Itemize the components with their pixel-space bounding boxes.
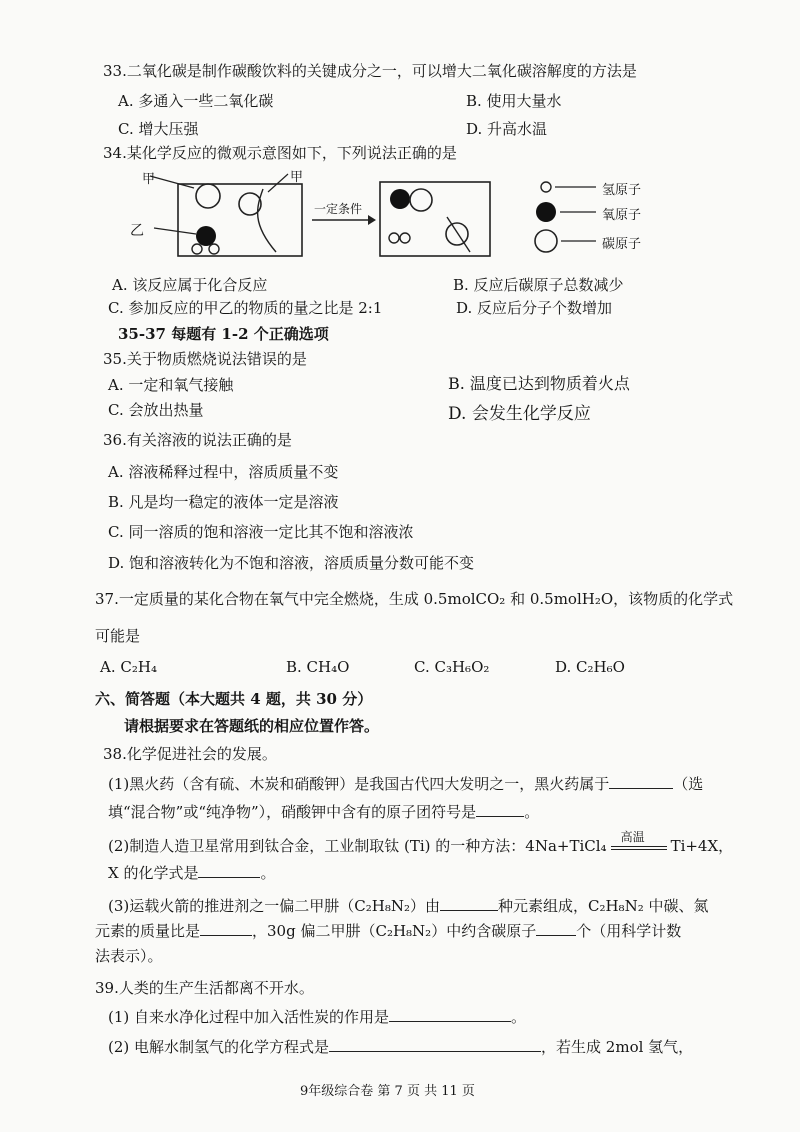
page-footer: 9年级综合卷 第 7 页 共 11 页 — [300, 1084, 475, 1099]
q39-p1-text-b: 。 — [511, 1008, 527, 1026]
product-curve — [447, 217, 470, 252]
legend-oxygen-label: 氧原子 — [602, 208, 642, 223]
label-yi: 乙 — [130, 223, 144, 239]
reactant-yi-oxygen — [196, 226, 216, 246]
q38-p2-text-c: X 的化学式是 — [108, 864, 199, 882]
q33-option-b: B. 使用大量水 — [466, 92, 562, 110]
q38-part2-line1 — [108, 830, 734, 856]
product-carbon — [410, 189, 432, 211]
product-hydrogen-2 — [400, 233, 410, 243]
q37-stem-line2: 可能是 — [95, 627, 141, 645]
legend-oxygen-icon — [536, 202, 556, 222]
q38-p1-text-a: (1)黑火药（含有硫、木炭和硝酸钾）是我国古代四大发明之一，黑火药属于 — [108, 775, 610, 793]
q33-option-a: A. 多通入一些二氧化碳 — [118, 92, 274, 110]
q39-p2-text-b: ，若生成 2mol 氢气， — [541, 1038, 694, 1056]
q39-part2 — [108, 1036, 693, 1057]
q36-option-b: B. 凡是均一稳定的液体一定是溶液 — [108, 493, 339, 511]
product-oxygen — [390, 189, 410, 209]
q38-p3-text-a: (3)运载火箭的推进剂之一偏二甲肼（C₂H₈N₂）由 — [108, 897, 440, 915]
q34-option-b: B. 反应后碳原子总数减少 — [453, 276, 624, 294]
q37-option-d: D. C₂H₆O — [555, 658, 625, 676]
q36-option-a: A. 溶液稀释过程中，溶质质量不变 — [108, 463, 339, 481]
q33-option-d: D. 升高水温 — [466, 120, 548, 138]
q38-part1-line2 — [108, 801, 539, 822]
q38-part3-line2 — [95, 920, 681, 941]
q38-p1-blank-2[interactable] — [476, 802, 524, 817]
q39-p2-blank[interactable] — [329, 1037, 541, 1052]
q38-part3-line1 — [108, 895, 708, 916]
section6-title: 六、简答题（本大题共 4 题，共 30 分） — [95, 690, 373, 708]
product-circle-crossed — [446, 223, 468, 245]
section-note: 35-37 每题有 1-2 个正确选项 — [118, 325, 329, 343]
q33-stem: 33.二氧化碳是制作碳酸饮料的关键成分之一，可以增大二氧化碳溶解度的方法是 — [103, 62, 637, 80]
q33-option-c: C. 增大压强 — [118, 120, 199, 138]
q39-p2-text-a: (2) 电解水制氢气的化学方程式是 — [108, 1038, 330, 1056]
q35-option-d: D. 会发生化学反应 — [448, 404, 591, 424]
q38-p2-blank[interactable] — [198, 863, 260, 878]
q38-p3-text-e: 个（用科学计数 — [576, 922, 682, 940]
condition-arrow — [607, 830, 671, 856]
q38-p2-text-d: 。 — [260, 864, 276, 882]
q38-p1-text-d: 。 — [524, 803, 540, 821]
q34-option-d: D. 反应后分子个数增加 — [456, 299, 613, 317]
condition-line-2 — [611, 849, 667, 850]
pointer-jia-left — [150, 176, 194, 188]
q37-option-c: C. C₃H₆O₂ — [414, 658, 490, 676]
q38-p3-blank-1[interactable] — [440, 896, 498, 911]
q35-option-b: B. 温度已达到物质着火点 — [448, 374, 630, 393]
q39-p1-blank[interactable] — [389, 1007, 511, 1022]
section6-instruction: 请根据要求在答题纸的相应位置作答。 — [124, 717, 380, 735]
condition-label: 高温 — [620, 830, 645, 844]
q38-p1-blank-1[interactable] — [609, 774, 673, 789]
q39-part1 — [108, 1006, 526, 1027]
q38-p3-blank-2[interactable] — [200, 921, 252, 936]
reaction-diagram — [130, 162, 670, 262]
q38-part2-line2 — [108, 862, 275, 883]
q39-p1-text-a: (1) 自来水净化过程中加入活性炭的作用是 — [108, 1008, 390, 1026]
reactant-yi-hydrogen-1 — [192, 244, 202, 254]
q38-p3-text-b: 种元素组成，C₂H₈N₂ 中碳、氮 — [497, 897, 709, 915]
q34-option-a: A. 该反应属于化合反应 — [112, 276, 268, 294]
q36-option-c: C. 同一溶质的饱和溶液一定比其不饱和溶液浓 — [108, 523, 414, 541]
arrow-condition-label: 一定条件 — [314, 202, 363, 216]
q38-part3-line3: 法表示）。 — [95, 947, 163, 965]
q38-part1-line1 — [108, 773, 703, 794]
legend-carbon-label: 碳原子 — [602, 237, 642, 252]
label-jia-right: 甲 — [290, 170, 304, 185]
q34-option-c: C. 参加反应的甲乙的物质的量之比是 2:1 — [108, 299, 383, 317]
q37-stem-line1: 37.一定质量的某化合物在氧气中完全燃烧，生成 0.5molCO₂ 和 0.5molH₂O，该物质的化学式 — [95, 590, 734, 608]
q35-option-c: C. 会放出热量 — [108, 401, 204, 419]
reaction-arrow-head — [368, 215, 376, 225]
label-jia-left: 甲 — [142, 172, 156, 187]
reactant-yi-hydrogen-2 — [209, 244, 219, 254]
q36-option-d: D. 饱和溶液转化为不饱和溶液，溶质质量分数可能不变 — [108, 554, 475, 572]
q38-p3-text-c: 元素的质量比是 — [95, 922, 201, 940]
reactant-curve — [258, 189, 276, 252]
legend-carbon-icon — [535, 230, 557, 252]
q38-stem: 38.化学促进社会的发展。 — [103, 745, 277, 763]
condition-line-1 — [611, 846, 667, 847]
q36-stem: 36.有关溶液的说法正确的是 — [103, 431, 292, 449]
pointer-yi — [154, 228, 196, 234]
reaction-diagram-svg — [130, 162, 670, 262]
q35-stem: 35.关于物质燃烧说法错误的是 — [103, 350, 307, 368]
legend-hydrogen-icon — [541, 182, 551, 192]
reactant-jia-atom-a — [196, 184, 220, 208]
q38-p3-text-d: ，30g 偏二甲肼（C₂H₈N₂）中约含碳原子 — [252, 922, 537, 940]
q38-p1-text-c: 填“混合物”或“纯净物”），硝酸钾中含有的原子团符号是 — [108, 803, 477, 821]
q35-option-a: A. 一定和氧气接触 — [108, 376, 234, 394]
product-hydrogen-1 — [389, 233, 399, 243]
pointer-jia-right — [268, 174, 288, 192]
q37-option-a: A. C₂H₄ — [100, 658, 157, 676]
q38-p2-text-b: Ti+4X， — [670, 837, 734, 855]
q38-p1-text-b: （选 — [673, 775, 704, 793]
q34-stem: 34.某化学反应的微观示意图如下，下列说法正确的是 — [103, 144, 457, 162]
legend-hydrogen-label: 氢原子 — [602, 183, 642, 198]
q38-p3-blank-3[interactable] — [536, 921, 576, 936]
q38-p2-text-a: (2)制造人造卫星常用到钛合金，工业制取钛 (Ti) 的一种方法：4Na+TiCl₄ — [108, 837, 607, 855]
q37-option-b: B. CH₄O — [286, 658, 350, 676]
q39-stem: 39.人类的生产生活都离不开水。 — [95, 979, 314, 997]
